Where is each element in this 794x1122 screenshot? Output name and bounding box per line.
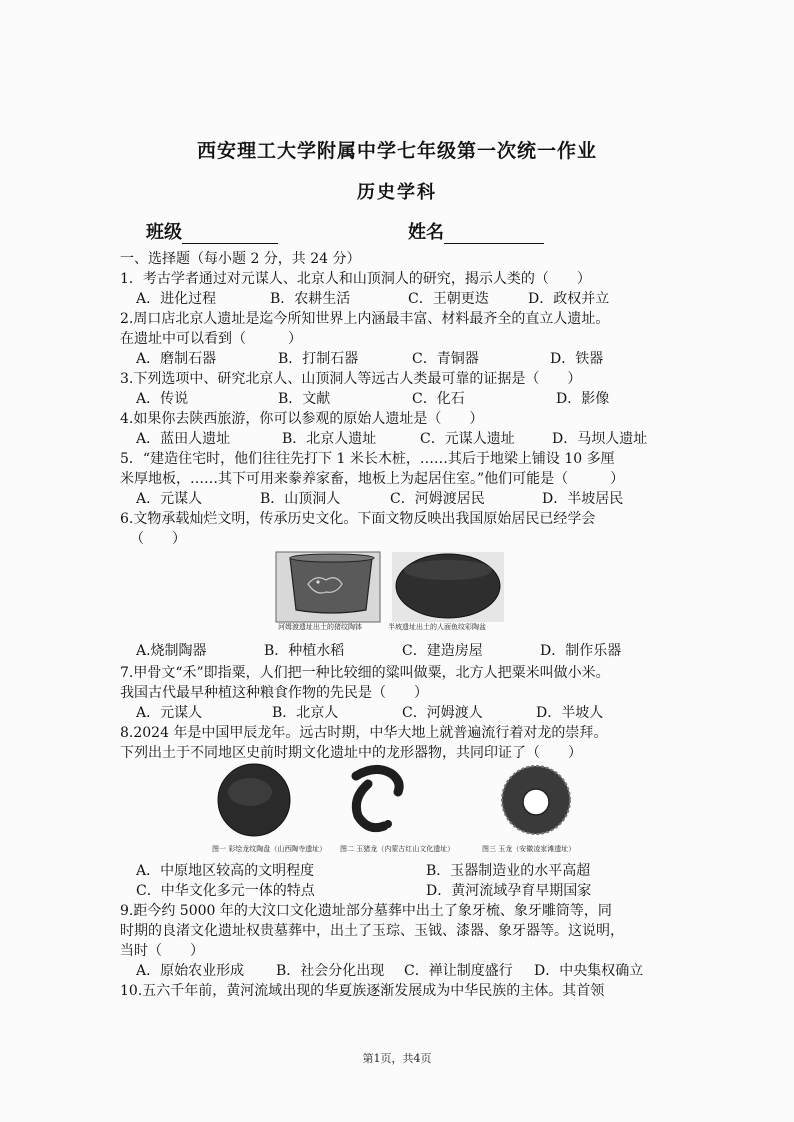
q3-option-b[interactable]: B．文献: [278, 391, 331, 407]
q5-stem-line1: 5．“建造住宅时，他们往往先打下 1 米长木桩，……其后于地梁上铺设 10 多厘: [120, 451, 615, 467]
q6-option-c[interactable]: C．建造房屋: [402, 643, 483, 659]
q3-option-d[interactable]: D．影像: [556, 391, 610, 407]
q9-stem-line2: 时期的良渚文化遗址权贵墓葬中，出土了玉琮、玉钺、漆器、象牙器等。这说明，: [120, 923, 624, 939]
q5-stem-line2: 米厚地板，……其下可用来豢养家畜，地板上为起居住室。”他们可能是（ ）: [120, 471, 625, 487]
painted-dragon-plate-image: [218, 764, 290, 836]
q9-option-d[interactable]: D．中央集权确立: [534, 963, 644, 979]
q6-artifact-images: [272, 548, 508, 628]
q8-caption-1: 图一 彩绘龙纹陶盘（山西陶寺遗址）: [212, 845, 327, 853]
q7-option-b[interactable]: B．北京人: [272, 705, 339, 721]
q8-option-d[interactable]: D．黄河流域孕育早期国家: [426, 883, 592, 899]
q9-option-c[interactable]: C．禅让制度盛行: [404, 963, 513, 979]
q9-option-a[interactable]: A．原始农业形成: [136, 963, 245, 979]
q6-option-d[interactable]: D．制作乐器: [540, 643, 622, 659]
q1-stem: 1．考古学者通过对元谋人、北京人和山顶洞人的研究，揭示人类的（ ）: [120, 271, 591, 287]
q3-stem: 3.下列选项中、研究北京人、山顶洞人等远古人类最可靠的证据是（ ）: [120, 371, 582, 387]
class-field: [146, 218, 278, 244]
q8-option-c[interactable]: C．中华文化多元一体的特点: [136, 883, 315, 899]
q1-option-c[interactable]: C．王朝更迭: [408, 291, 489, 307]
name-label: 姓名: [408, 222, 444, 243]
q8-stem-line1: 8.2024 年是中国甲辰龙年。远古时期，中华大地上就普遍流行着对龙的崇拜。: [120, 725, 608, 741]
q3-option-a[interactable]: A．传说: [136, 391, 189, 407]
class-label: 班级: [146, 222, 182, 243]
subject-title: 历史学科: [357, 182, 437, 203]
q7-stem-line1: 7.甲骨文“禾”即指粟，人们把一种比较细的粱叫做粟，北方人把粟米叫做小米。: [120, 665, 610, 681]
q10-stem-line1: 10.五六千年前，黄河流域出现的华夏族逐渐发展成为中华民族的主体。其首领: [120, 983, 605, 999]
q2-option-b[interactable]: B．打制石器: [278, 351, 359, 367]
q6-stem-line1: 6.文物承载灿烂文明，传承历史文化。下面文物反映出我国原始居民已经学会: [120, 511, 596, 527]
q8-stem-line2: 下列出土于不同地区史前时期文化遗址中的龙形器物，共同印证了（ ）: [120, 745, 582, 761]
exam-title: 西安理工大学附属中学七年级第一次统一作业: [196, 140, 597, 162]
q4-option-b[interactable]: B．北京人遗址: [282, 431, 377, 447]
q5-option-d[interactable]: D．半坡居民: [542, 491, 624, 507]
name-field: [408, 218, 544, 244]
q7-stem-line2: 我国古代最早种植这种粮食作物的先民是（ ）: [120, 685, 428, 701]
jade-dragon-ring-image: [502, 766, 570, 834]
q8-artifact-images: [206, 762, 596, 840]
q8-caption-2: 图二 玉猪龙（内蒙古红山文化遗址）: [340, 845, 455, 853]
q8-caption-3: 图三 玉龙（安徽凌家滩遗址）: [482, 845, 576, 853]
page-footer: 第1页，共4页: [362, 1052, 432, 1065]
q6-stem-line2: （ ）: [130, 531, 186, 547]
q2-stem-line1: 2.周口店北京人遗址是迄今所知世界上内涵最丰富、材料最齐全的直立人遗址。: [120, 311, 610, 327]
q8-option-a[interactable]: A．中原地区较高的文明程度: [136, 863, 315, 879]
q9-stem-line1: 9.距今约 5000 年的大汶口文化遗址部分墓葬中出土了象牙梳、象牙雕筒等，同: [120, 903, 612, 919]
q1-option-d[interactable]: D．政权并立: [528, 291, 610, 307]
class-blank[interactable]: [182, 223, 278, 244]
q1-option-b[interactable]: B．农耕生活: [270, 291, 351, 307]
q2-stem-line2: 在遗址中可以看到（ ）: [120, 331, 302, 347]
q5-option-b[interactable]: B．山顶洞人: [260, 491, 341, 507]
q7-option-c[interactable]: C．河姆渡人: [402, 705, 483, 721]
painted-basin-image: [392, 552, 504, 622]
q5-option-c[interactable]: C．河姆渡居民: [390, 491, 485, 507]
jade-pig-dragon-image: [356, 769, 399, 828]
q4-stem: 4.如果你去陕西旅游，你可以参观的原始人遗址是（ ）: [120, 411, 484, 427]
q2-option-c[interactable]: C．青铜器: [412, 351, 479, 367]
q7-option-a[interactable]: A．元谋人: [136, 705, 203, 721]
q6-option-a[interactable]: A.烧制陶器: [136, 643, 207, 659]
name-blank[interactable]: [444, 223, 544, 244]
q4-option-c[interactable]: C．元谋人遗址: [420, 431, 515, 447]
q5-option-a[interactable]: A．元谋人: [136, 491, 203, 507]
pottery-bowl-image: [276, 552, 380, 622]
q2-option-d[interactable]: D．铁器: [550, 351, 604, 367]
section-header: 一、选择题（每小题 2 分，共 24 分）: [120, 251, 361, 267]
q1-option-a[interactable]: A．进化过程: [136, 291, 217, 307]
q6-caption-2: 半坡遗址出土的人面鱼纹彩陶盆: [388, 623, 486, 631]
q6-caption-1: 河姆渡遗址出土的猪纹陶钵: [278, 623, 362, 631]
q3-option-c[interactable]: C．化石: [412, 391, 465, 407]
q8-option-b[interactable]: B．玉器制造业的水平高超: [426, 863, 591, 879]
q4-option-d[interactable]: D．马坝人遗址: [552, 431, 648, 447]
q4-option-a[interactable]: A．蓝田人遗址: [136, 431, 231, 447]
q9-option-b[interactable]: B．社会分化出现: [276, 963, 385, 979]
q9-stem-line3: 当时（ ）: [120, 943, 204, 959]
q6-option-b[interactable]: B．种植水稻: [264, 643, 345, 659]
q7-option-d[interactable]: D．半坡人: [536, 705, 604, 721]
q2-option-a[interactable]: A．磨制石器: [136, 351, 217, 367]
